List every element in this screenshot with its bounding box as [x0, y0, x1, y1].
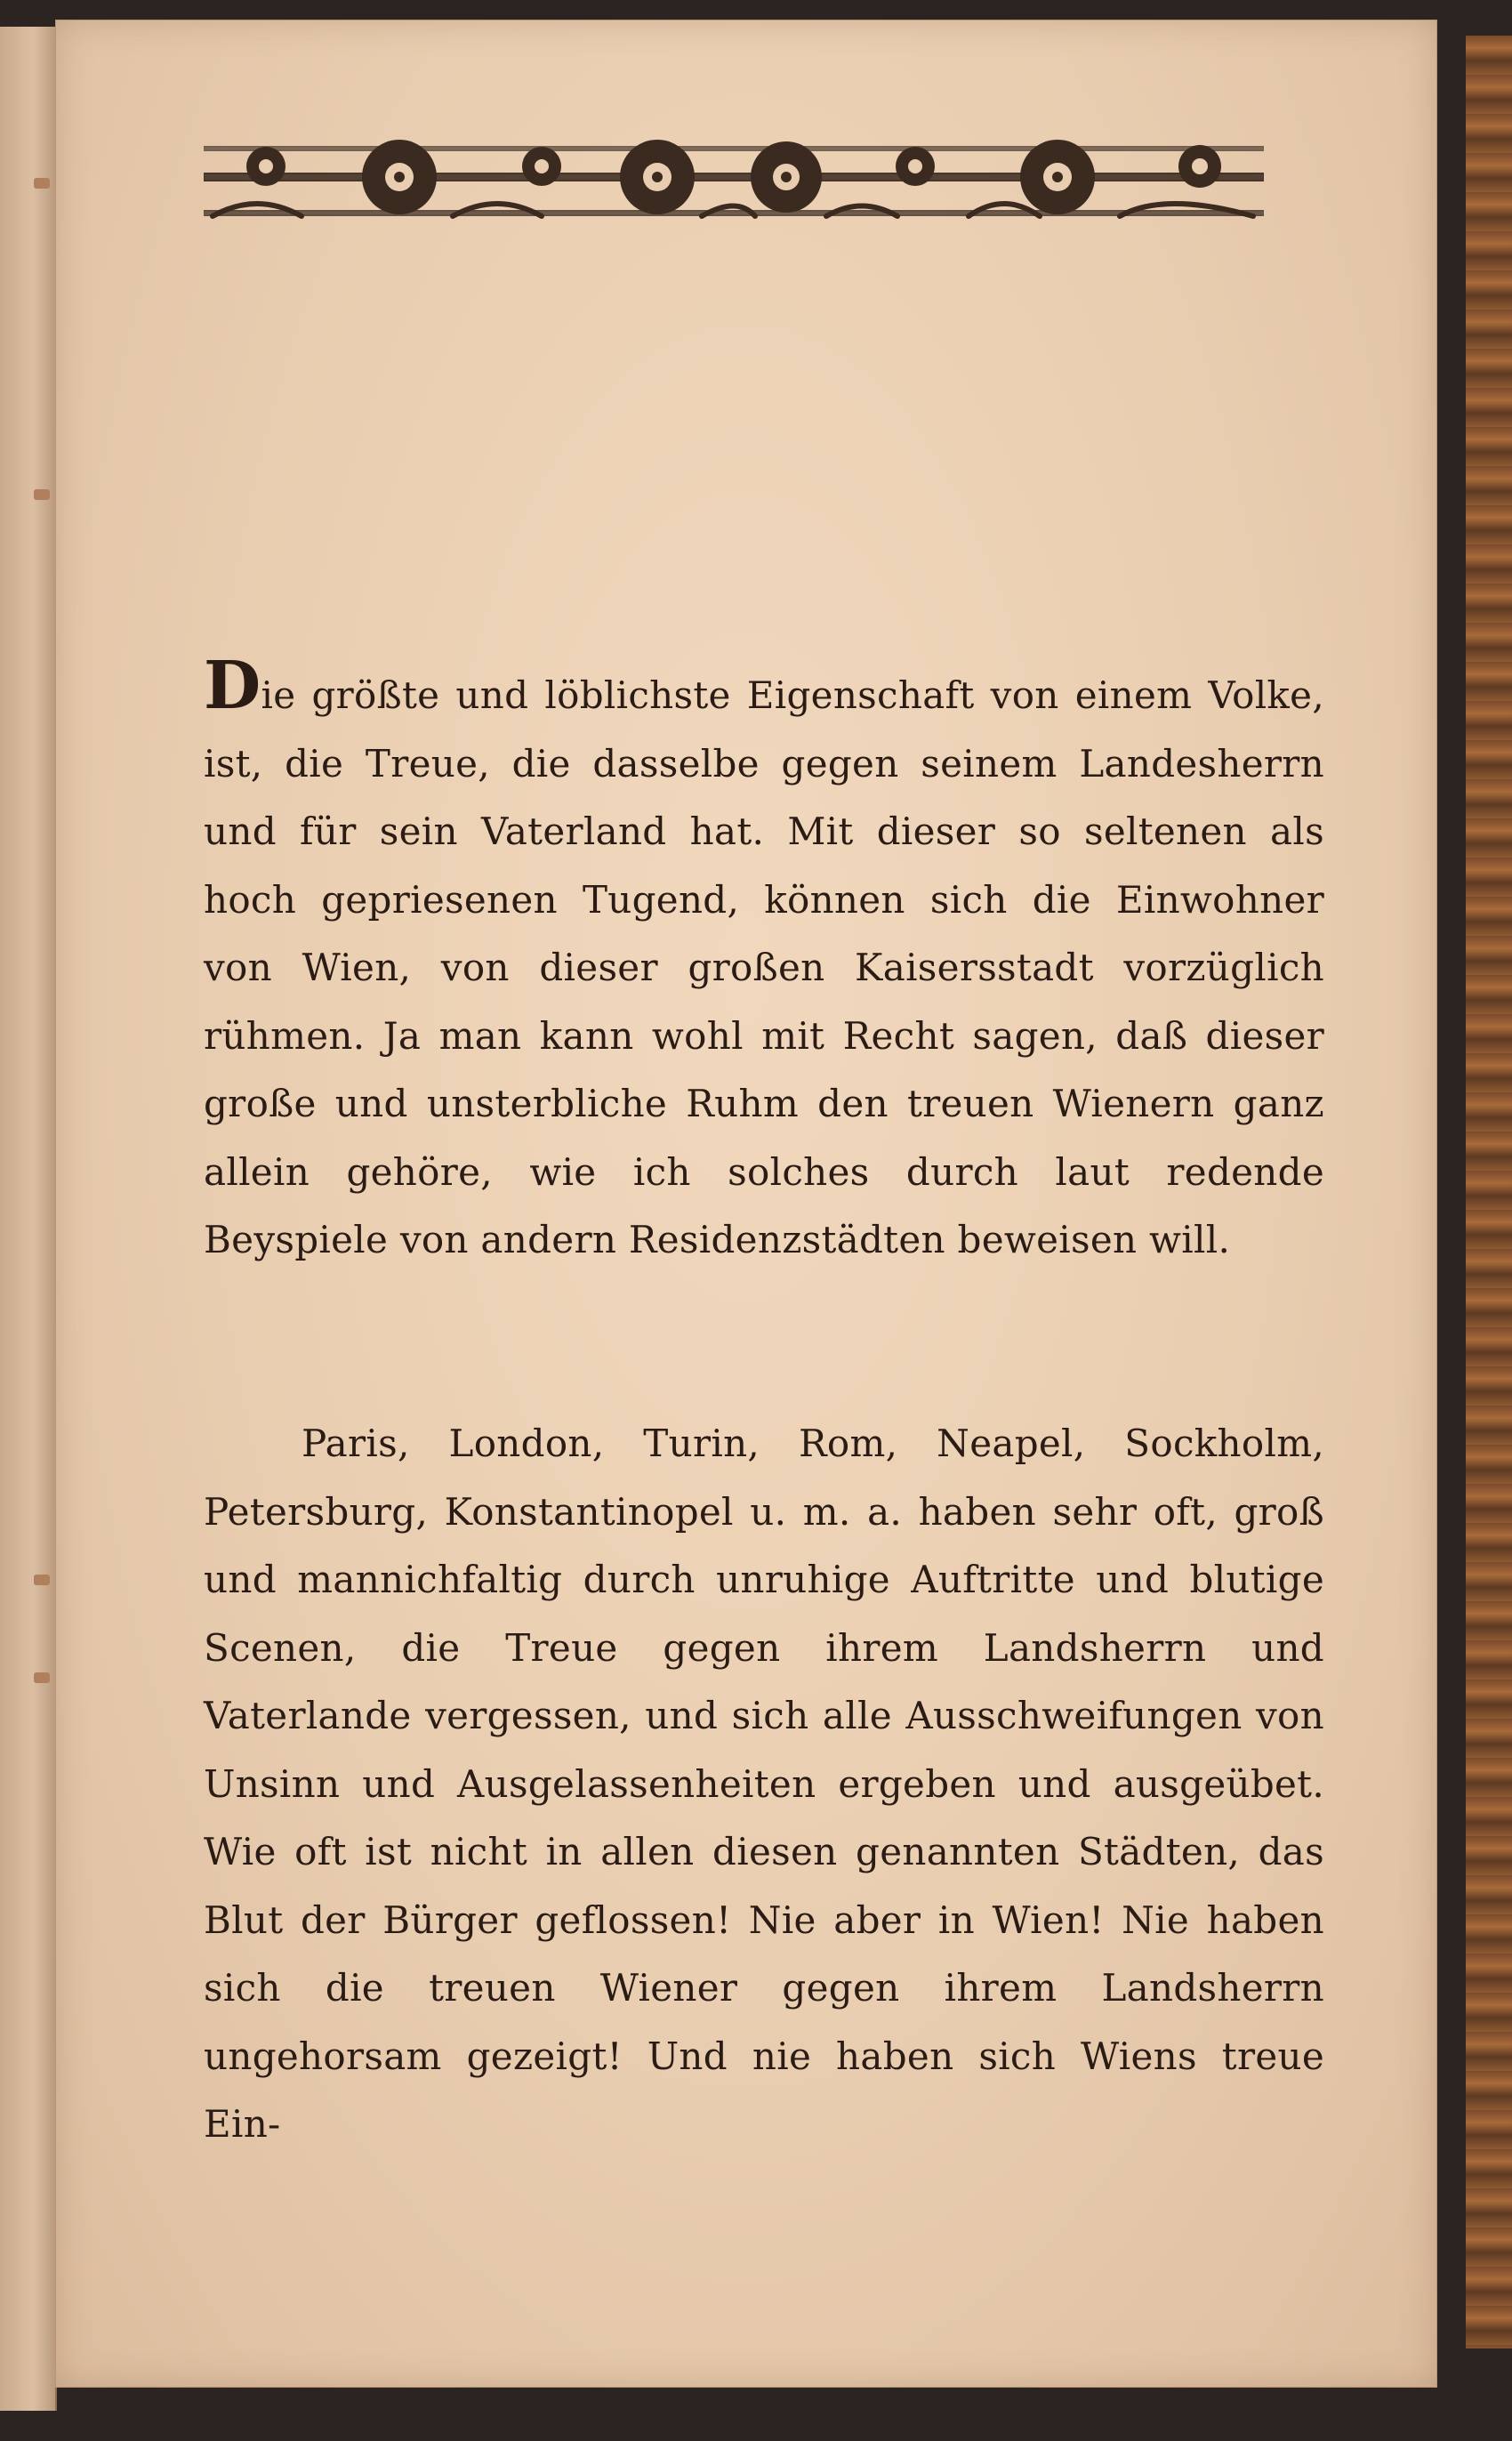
floral-ornament-banner — [204, 111, 1264, 238]
book-cover-edge — [1466, 36, 1512, 2348]
binding-stitch — [34, 178, 50, 189]
drop-cap-initial: D — [204, 648, 261, 724]
paragraph-1-text: ie größte und löblichste Eigenschaft von einem Volke, ist, die Treue, die dasselbe gegen seinem Landesherrn und für sein Vaterland hat. Mit dieser so seltenen als hoch gepriesenen Tugend, können sich die Einwohner von Wien, von dieser großen Kaisersstadt vorzüglich rühmen. Ja man kann wohl mit Recht sagen, daß dieser große und unsterbliche Ruhm den treuen Wienern ganz allein gehöre, wie ich solches durch laut redende Beyspiele von andern Residenzstädten beweisen will. — [204, 673, 1324, 1261]
paragraph-2: Paris, London, Turin, Rom, Neapel, Sockholm, Petersburg, Konstantinopel u. m. a. haben sehr oft, groß und mannichfaltig durch unruhige Auftritte und blutige Scenen, die Treue gegen ihrem Landsherrn und Vaterlande vergessen, und sich alle Ausschweifungen von Unsinn und Ausgelassenheiten ergeben und ausgeübet. Wie oft ist nicht in allen diesen genannten Städten, das Blut der Bürger geflossen! Nie aber in Wien! Nie haben sich die treuen Wiener gegen ihrem Landsherrn ungehorsam gezeigt! Und nie haben sich Wiens treue Ein- — [204, 1422, 1324, 2146]
binding-stitch — [34, 1672, 50, 1683]
paragraph-1 — [204, 648, 1324, 1275]
binding-stitch — [34, 489, 50, 500]
book-page — [55, 20, 1437, 2388]
binding-stitch — [34, 1575, 50, 1585]
previous-page-edge — [0, 27, 57, 2411]
